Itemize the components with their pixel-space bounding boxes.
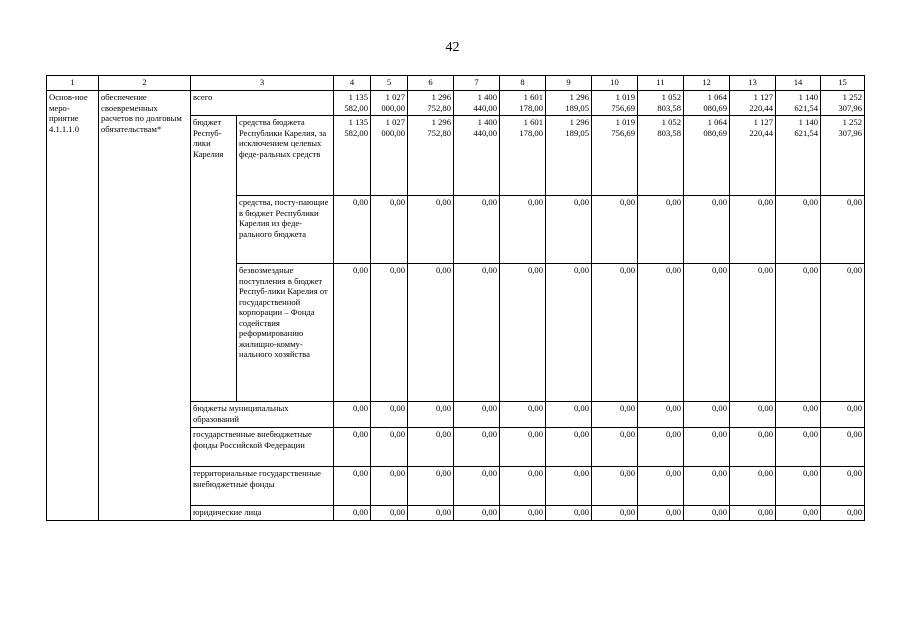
value-cell	[592, 402, 638, 428]
value-line: 080,69	[703, 102, 728, 113]
value-cell	[776, 506, 821, 521]
value-cell	[408, 116, 454, 196]
value-line: 0,00	[352, 429, 369, 439]
value-line: 0,00	[435, 265, 452, 275]
value-cell	[730, 467, 776, 506]
value-line: 0,00	[802, 507, 819, 517]
value-cell	[334, 402, 371, 428]
value-line: 080,69	[703, 127, 728, 138]
value-cell	[334, 467, 371, 506]
value-cell	[730, 402, 776, 428]
value-line: 0,00	[665, 265, 682, 275]
value-cell	[592, 428, 638, 467]
value-line: 1 127	[753, 117, 774, 127]
value-cell	[371, 196, 408, 264]
value-line: 1 601	[523, 92, 544, 102]
value-line: 189,05	[565, 127, 590, 138]
value-line: 0,00	[846, 265, 863, 275]
value-line: 0,00	[527, 468, 544, 478]
value-cell	[546, 91, 592, 116]
value-cell	[371, 91, 408, 116]
value-line: 0,00	[481, 265, 498, 275]
value-line: 1 140	[798, 117, 819, 127]
value-cell	[408, 506, 454, 521]
header-cell: 10	[592, 76, 638, 91]
value-line: 621,54	[794, 102, 819, 113]
measure-code-cell: Основ-ное меро-приятие 4.1.1.1.0	[47, 91, 99, 521]
value-cell	[546, 402, 592, 428]
header-cell: 13	[730, 76, 776, 91]
value-line: 0,00	[757, 429, 774, 439]
header-cell: 8	[500, 76, 546, 91]
value-line: 440,00	[473, 102, 498, 113]
value-line: 0,00	[802, 429, 819, 439]
value-cell	[454, 467, 500, 506]
value-line: 1 252	[842, 117, 863, 127]
value-line: 803,58	[657, 102, 682, 113]
value-line: 0,00	[711, 403, 728, 413]
value-line: 220,44	[749, 127, 774, 138]
value-line: 0,00	[435, 403, 452, 413]
value-cell	[371, 428, 408, 467]
value-line: 0,00	[573, 468, 590, 478]
value-line: 0,00	[527, 403, 544, 413]
row-label: бюджеты муниципальных образований	[191, 402, 334, 428]
value-line: 0,00	[527, 507, 544, 517]
value-line: 0,00	[665, 403, 682, 413]
value-cell	[546, 467, 592, 506]
value-line: 1 252	[842, 92, 863, 102]
value-line: 0,00	[846, 429, 863, 439]
header-cell: 12	[684, 76, 730, 91]
value-cell	[592, 467, 638, 506]
value-cell	[454, 116, 500, 196]
value-cell	[500, 402, 546, 428]
value-line: 1 019	[615, 117, 636, 127]
value-line: 0,00	[435, 468, 452, 478]
header-cell: 4	[334, 76, 371, 91]
value-line: 756,69	[611, 102, 636, 113]
value-cell	[371, 506, 408, 521]
value-cell	[546, 264, 592, 402]
value-cell	[408, 402, 454, 428]
value-line: 0,00	[481, 403, 498, 413]
header-cell: 2	[99, 76, 191, 91]
header-cell: 9	[546, 76, 592, 91]
row-label: территориальные государственные внебюджетные фонды	[191, 467, 334, 506]
value-cell	[638, 467, 684, 506]
value-cell	[684, 428, 730, 467]
value-cell	[638, 506, 684, 521]
value-line: 1 027	[385, 117, 406, 127]
value-cell	[776, 264, 821, 402]
value-cell	[408, 196, 454, 264]
value-cell	[684, 467, 730, 506]
value-line: 0,00	[352, 403, 369, 413]
value-cell	[821, 467, 865, 506]
value-line: 0,00	[757, 468, 774, 478]
value-line: 0,00	[573, 197, 590, 207]
value-line: 0,00	[846, 507, 863, 517]
value-cell	[454, 196, 500, 264]
value-line: 1 400	[477, 92, 498, 102]
value-line: 178,00	[519, 127, 544, 138]
value-line: 1 135	[348, 92, 369, 102]
header-cell: 7	[454, 76, 500, 91]
value-line: 1 296	[569, 92, 590, 102]
value-line: 0,00	[527, 197, 544, 207]
value-cell	[454, 91, 500, 116]
value-cell	[500, 91, 546, 116]
header-cell: 11	[638, 76, 684, 91]
table-row	[47, 91, 865, 116]
header-cell: 5	[371, 76, 408, 91]
value-cell	[638, 196, 684, 264]
group-label-cell: бюджет Респуб-лики Карелия	[191, 116, 237, 402]
value-cell	[684, 91, 730, 116]
measure-name-cell: обеспечение своевременных расчетов по долговым обязательствам*	[99, 91, 191, 521]
value-line: 0,00	[757, 265, 774, 275]
value-line: 621,54	[794, 127, 819, 138]
value-line: 0,00	[389, 468, 406, 478]
value-cell	[408, 264, 454, 402]
value-cell	[500, 428, 546, 467]
value-line: 0,00	[352, 468, 369, 478]
value-line: 0,00	[352, 265, 369, 275]
value-cell	[684, 196, 730, 264]
value-cell	[500, 467, 546, 506]
budget-table	[46, 75, 865, 521]
value-line: 1 296	[431, 117, 452, 127]
value-cell	[638, 91, 684, 116]
value-line: 000,00	[381, 102, 406, 113]
value-line: 582,00	[344, 102, 369, 113]
value-line: 0,00	[711, 468, 728, 478]
value-line: 0,00	[665, 468, 682, 478]
value-line: 0,00	[481, 197, 498, 207]
value-line: 0,00	[619, 468, 636, 478]
value-line: 0,00	[802, 403, 819, 413]
value-line: 1 400	[477, 117, 498, 127]
value-line: 1 019	[615, 92, 636, 102]
value-cell	[371, 467, 408, 506]
value-line: 0,00	[389, 197, 406, 207]
value-line: 0,00	[389, 403, 406, 413]
value-line: 0,00	[619, 429, 636, 439]
value-cell	[776, 428, 821, 467]
value-cell	[408, 467, 454, 506]
value-line: 0,00	[711, 197, 728, 207]
value-line: 1 127	[753, 92, 774, 102]
value-cell	[592, 264, 638, 402]
value-line: 0,00	[665, 197, 682, 207]
value-cell	[334, 264, 371, 402]
value-line: 220,44	[749, 102, 774, 113]
value-cell	[684, 402, 730, 428]
value-line: 0,00	[619, 265, 636, 275]
value-line: 0,00	[802, 468, 819, 478]
value-line: 0,00	[481, 468, 498, 478]
value-cell	[454, 506, 500, 521]
value-cell	[592, 506, 638, 521]
value-cell	[546, 116, 592, 196]
value-line: 0,00	[435, 507, 452, 517]
value-line: 0,00	[352, 197, 369, 207]
value-line: 0,00	[711, 265, 728, 275]
value-line: 1 140	[798, 92, 819, 102]
value-line: 1 296	[569, 117, 590, 127]
value-cell	[821, 264, 865, 402]
value-line: 0,00	[711, 507, 728, 517]
value-line: 756,69	[611, 127, 636, 138]
value-line: 0,00	[846, 468, 863, 478]
value-line: 0,00	[435, 197, 452, 207]
value-line: 307,96	[838, 102, 863, 113]
value-cell	[546, 428, 592, 467]
value-line: 0,00	[573, 507, 590, 517]
row-label: безвозмездные поступления в бюджет Респуб-лики Карелия от государственной корпорации – Фонда содействия реформированию жилищно-комму-нального хозяйства	[237, 264, 334, 402]
value-cell	[776, 116, 821, 196]
row-label: государственные внебюджетные фонды Российской Федерации	[191, 428, 334, 467]
value-line: 0,00	[757, 507, 774, 517]
value-line: 0,00	[573, 265, 590, 275]
value-cell	[454, 264, 500, 402]
value-line: 0,00	[389, 429, 406, 439]
value-cell	[334, 428, 371, 467]
value-cell	[730, 428, 776, 467]
value-line: 1 601	[523, 117, 544, 127]
value-line: 178,00	[519, 102, 544, 113]
value-cell	[684, 116, 730, 196]
value-cell	[371, 264, 408, 402]
header-row	[47, 76, 865, 91]
value-cell	[334, 196, 371, 264]
value-line: 000,00	[381, 127, 406, 138]
row-label: всего	[191, 91, 334, 116]
row-label: средства, посту-пающие в бюджет Республики Карелия из феде-рального бюджета	[237, 196, 334, 264]
header-cell: 15	[821, 76, 865, 91]
value-line: 0,00	[435, 429, 452, 439]
value-line: 1 064	[707, 117, 728, 127]
value-cell	[776, 196, 821, 264]
value-cell	[638, 428, 684, 467]
value-cell	[638, 402, 684, 428]
value-line: 1 027	[385, 92, 406, 102]
value-line: 189,05	[565, 102, 590, 113]
value-cell	[821, 116, 865, 196]
value-line: 0,00	[802, 265, 819, 275]
value-line: 0,00	[527, 429, 544, 439]
value-line: 1 296	[431, 92, 452, 102]
value-line: 0,00	[619, 403, 636, 413]
value-line: 582,00	[344, 127, 369, 138]
header-cell: 6	[408, 76, 454, 91]
value-line: 0,00	[352, 507, 369, 517]
value-cell	[500, 196, 546, 264]
header-cell: 14	[776, 76, 821, 91]
value-line: 0,00	[757, 197, 774, 207]
value-cell	[821, 506, 865, 521]
value-cell	[730, 196, 776, 264]
value-cell	[730, 116, 776, 196]
value-line: 1 052	[661, 92, 682, 102]
value-line: 307,96	[838, 127, 863, 138]
value-cell	[592, 116, 638, 196]
value-cell	[592, 196, 638, 264]
value-line: 0,00	[846, 403, 863, 413]
value-line: 0,00	[481, 507, 498, 517]
row-label: юридические лица	[191, 506, 334, 521]
value-line: 752,80	[427, 127, 452, 138]
value-cell	[500, 506, 546, 521]
value-line: 0,00	[389, 265, 406, 275]
value-cell	[821, 196, 865, 264]
value-cell	[821, 428, 865, 467]
value-cell	[500, 116, 546, 196]
value-line: 0,00	[573, 403, 590, 413]
value-line: 0,00	[802, 197, 819, 207]
header-cell: 3	[191, 76, 334, 91]
value-cell	[776, 402, 821, 428]
value-cell	[821, 402, 865, 428]
value-line: 0,00	[527, 265, 544, 275]
value-line: 0,00	[619, 197, 636, 207]
value-cell	[684, 264, 730, 402]
value-line: 0,00	[665, 429, 682, 439]
value-line: 752,80	[427, 102, 452, 113]
value-line: 0,00	[619, 507, 636, 517]
value-cell	[334, 506, 371, 521]
value-cell	[454, 402, 500, 428]
value-cell	[408, 91, 454, 116]
value-line: 1 052	[661, 117, 682, 127]
value-cell	[638, 116, 684, 196]
value-line: 0,00	[757, 403, 774, 413]
value-cell	[730, 264, 776, 402]
value-line: 0,00	[481, 429, 498, 439]
value-line: 1 064	[707, 92, 728, 102]
value-line: 0,00	[711, 429, 728, 439]
value-cell	[371, 116, 408, 196]
value-line: 0,00	[846, 197, 863, 207]
value-cell	[730, 91, 776, 116]
value-cell	[546, 196, 592, 264]
value-cell	[776, 467, 821, 506]
value-cell	[776, 91, 821, 116]
value-cell	[684, 506, 730, 521]
value-cell	[500, 264, 546, 402]
value-line: 440,00	[473, 127, 498, 138]
value-line: 1 135	[348, 117, 369, 127]
value-cell	[334, 91, 371, 116]
page-number: 42	[445, 40, 460, 55]
row-label: средства бюджета Республики Карелия, за исключением целевых феде-ральных средств	[237, 116, 334, 196]
value-cell	[454, 428, 500, 467]
value-cell	[821, 91, 865, 116]
value-cell	[638, 264, 684, 402]
value-cell	[592, 91, 638, 116]
value-line: 0,00	[389, 507, 406, 517]
header-cell: 1	[47, 76, 99, 91]
value-line: 0,00	[665, 507, 682, 517]
value-cell	[546, 506, 592, 521]
value-line: 0,00	[573, 429, 590, 439]
value-cell	[408, 428, 454, 467]
value-cell	[334, 116, 371, 196]
value-cell	[371, 402, 408, 428]
value-cell	[730, 506, 776, 521]
value-line: 803,58	[657, 127, 682, 138]
